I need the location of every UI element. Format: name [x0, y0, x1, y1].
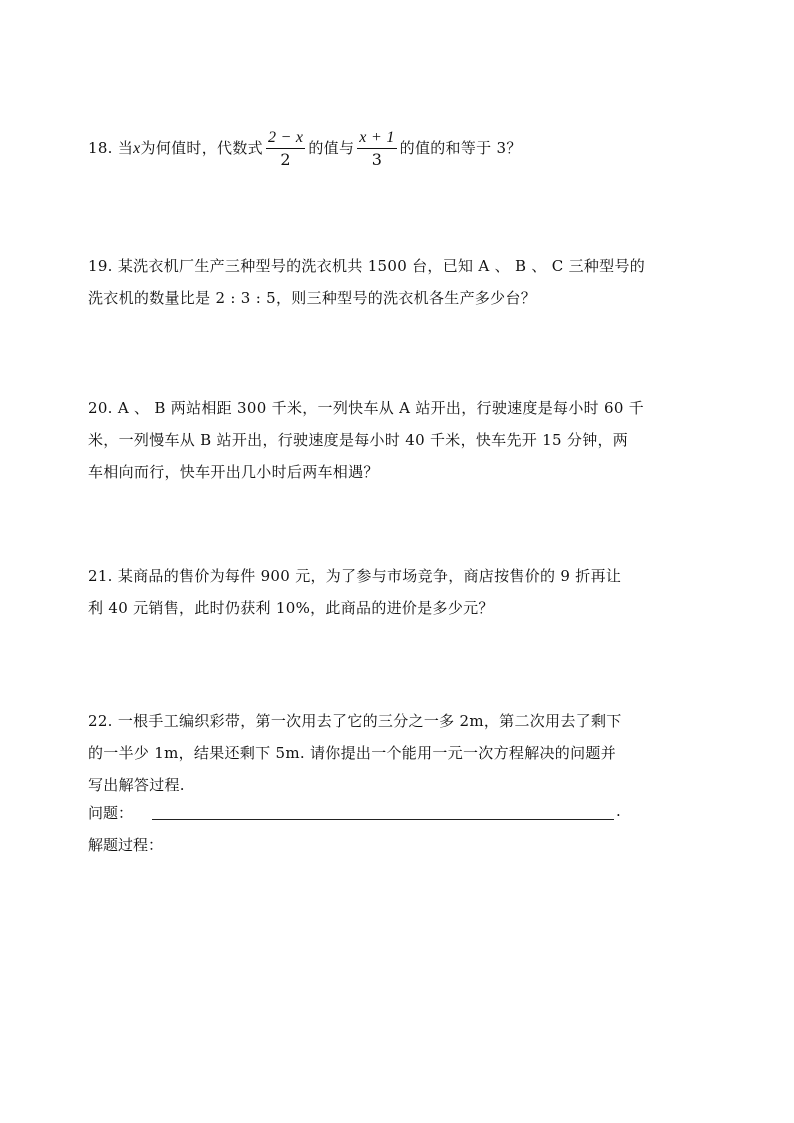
- q22-process-label: 解题过程：: [88, 836, 164, 854]
- q18-suffix: 的值的和等于 3？: [399, 139, 522, 157]
- q22-answer-period: .: [616, 802, 621, 820]
- question-20: [88, 392, 700, 488]
- q21-line-2: 利 40 元销售，此时仍获利 10%，此商品的进价是多少元？: [88, 599, 494, 617]
- q22-line-3: 写出解答过程.: [88, 776, 185, 794]
- q19-line-1: 19. 某洗衣机厂生产三种型号的洗衣机共 1500 台，已知 A 、 B 、 C 三种型号的: [88, 257, 646, 275]
- q18-fraction-2-numerator: x + 1: [357, 130, 396, 149]
- q18-fraction-2-denominator: 3: [371, 150, 383, 169]
- q18-fraction-1: [266, 130, 305, 168]
- q18-text-1: 为何值时，代数式: [140, 139, 263, 157]
- q22-line-1: 22. 一根手工编织彩带，第一次用去了它的三分之一多 2m，第二次用去了剩下: [88, 712, 622, 730]
- q18-fraction-1-denominator: 2: [280, 150, 291, 169]
- q22-question-label: 问题：: [88, 804, 134, 822]
- q18-text-2: 的值与: [308, 139, 355, 157]
- question-18: [88, 130, 700, 168]
- q19-line-2: 洗衣机的数量比是 2 : 3 : 5，则三种型号的洗衣机各生产多少台？: [88, 289, 537, 307]
- q18-prefix: 18. 当: [88, 139, 134, 157]
- question-19: [88, 250, 700, 314]
- q20-line-1: 20. A 、 B 两站相距 300 千米，一列快车从 A 站开出，行驶速度是每小时 60 千: [88, 399, 645, 417]
- q18-fraction-1-numerator: 2 − x: [266, 130, 305, 149]
- q22-answer-blank[interactable]: [152, 819, 614, 820]
- q21-line-1: 21. 某商品的售价为每件 900 元，为了参与市场竞争，商店按售价的 9 折再让: [88, 567, 622, 585]
- q20-line-3: 车相向而行，快车开出几小时后两车相遇？: [88, 463, 379, 481]
- q18-variable: x: [133, 140, 141, 157]
- q18-fraction-2: [357, 130, 396, 168]
- q22-line-2: 的一半少 1m，结果还剩下 5m. 请你提出一个能用一元一次方程解决的问题并: [88, 744, 617, 762]
- question-21: [88, 560, 700, 624]
- question-22: [88, 705, 700, 801]
- q20-line-2: 米，一列慢车从 B 站开出，行驶速度是每小时 40 千米，快车先开 15 分钟，两: [88, 431, 629, 449]
